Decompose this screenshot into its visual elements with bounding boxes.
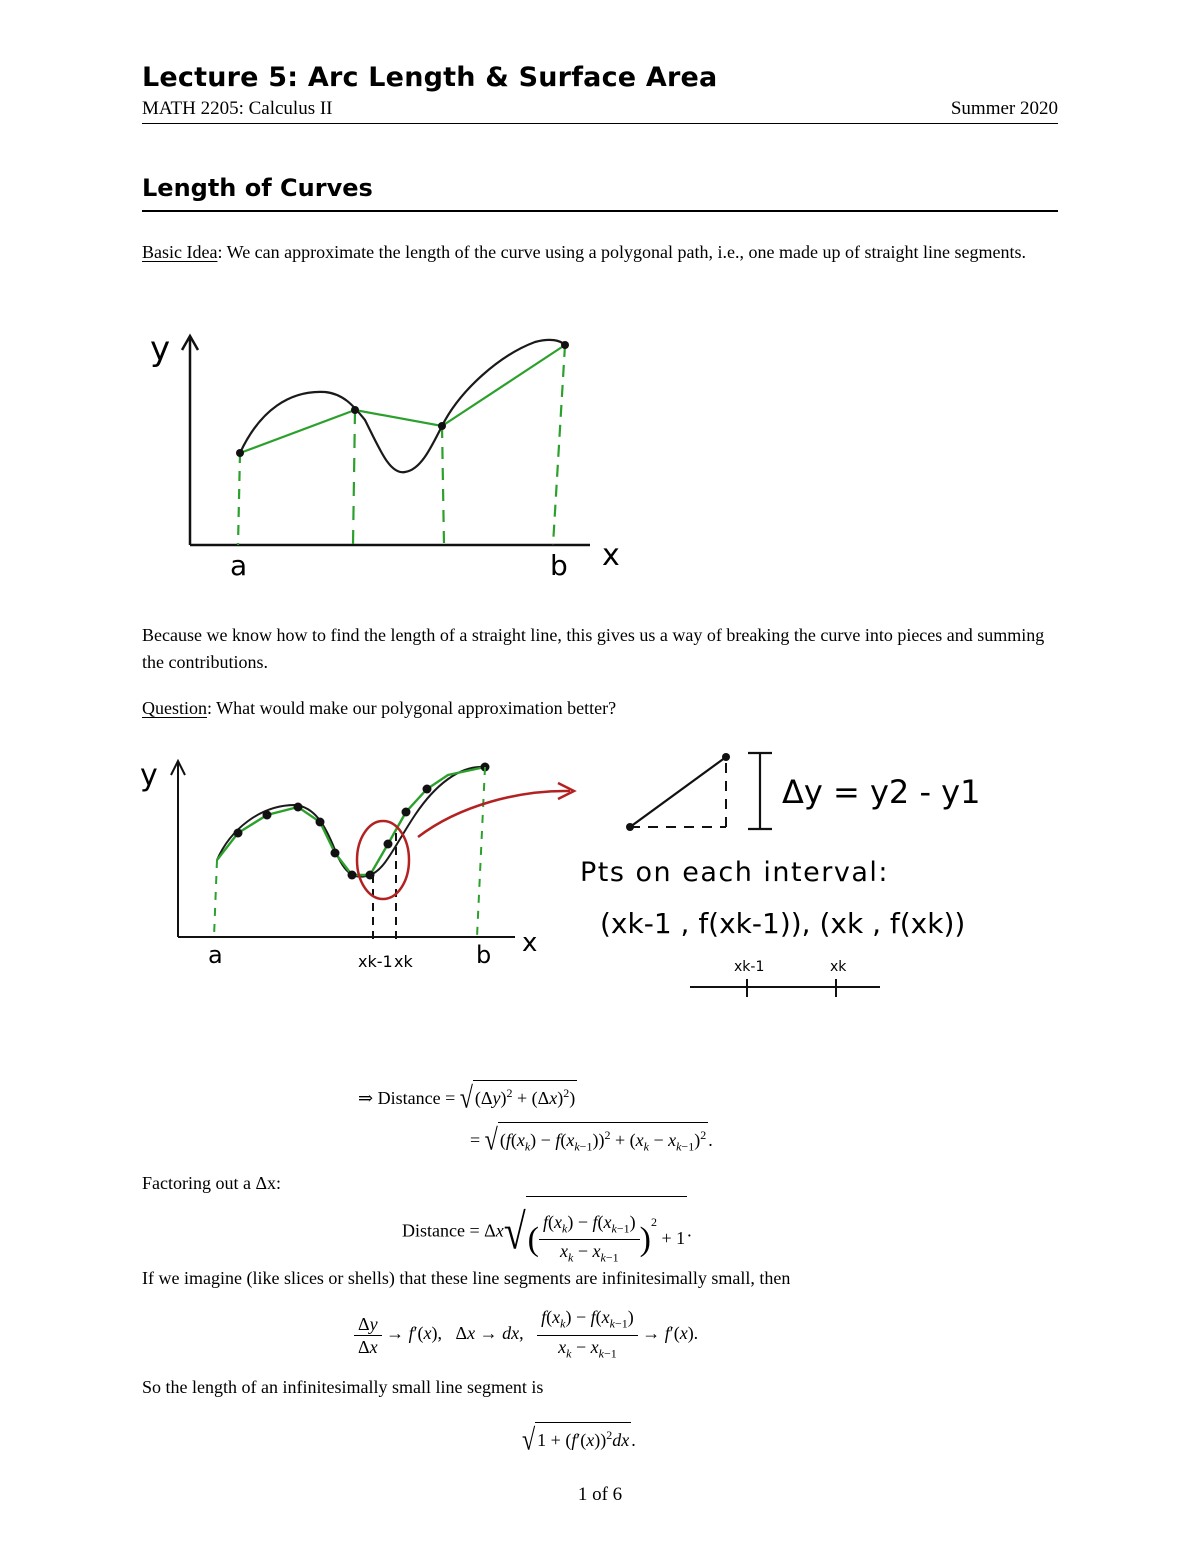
basic-idea-text: : We can approximate the length of the curve using a polygonal path, i.e., one made up of straight line segments. (217, 242, 1026, 262)
y-axis-label: y (140, 758, 158, 793)
point (561, 341, 569, 349)
dashed-line-2 (353, 410, 355, 545)
distance-word-2: Distance (402, 1220, 465, 1241)
b-label: b (476, 941, 492, 969)
x-axis-label: x (522, 928, 538, 958)
point (351, 406, 359, 414)
curve (240, 340, 565, 472)
because-paragraph: Because we know how to find the length of a straight line, this gives us a way of breaking the curve into pieces and summing the contributions. (142, 625, 1045, 672)
highlight-arrow (418, 791, 570, 837)
xk-label: xk (394, 952, 413, 971)
course-name: MATH 2205: Calculus II (142, 98, 333, 119)
number-line-xk: xk (830, 959, 847, 975)
point (236, 449, 244, 457)
pts-label: Pts on each interval: (580, 857, 889, 888)
section-rule (142, 210, 1058, 212)
dashed-line-3 (442, 426, 444, 545)
distance-equation-1: ⇒ Distance = √ $(\Delta y)^2 + (\Delta x)^2$) (358, 1080, 577, 1113)
limits-equation: $\frac{\Delta y}{\Delta x}$ → f′(x), Δx → dx, $\frac{f(x_k) - f(x_{k-1})}{x_k - x_{k-1}}$ → f′(x). (354, 1306, 698, 1364)
y-axis-label: y (150, 329, 171, 369)
dashed-line-b (477, 767, 485, 937)
question-text: : What would make our polygonal approximation better? (207, 698, 617, 718)
xk1-label: xk-1 (358, 952, 393, 971)
b-label: b (550, 549, 568, 582)
pts-formula: (xk-1 , f(xk-1)), (xk , f(xk)) (600, 907, 966, 940)
triangle-hypotenuse (630, 757, 726, 827)
question-paragraph (142, 695, 1058, 722)
point (438, 422, 446, 430)
number-line-xk1: xk-1 (734, 959, 765, 975)
distance-equation-3: Distance = Δx√( $\frac{f(x_k) - f(x_{k-1})}{x_k - x_{k-1}}$ )$^2$ + 1 . (402, 1196, 692, 1269)
page-number: 1 of 6 (577, 1484, 623, 1505)
dashed-line-a (214, 860, 217, 937)
highlight-circle (357, 821, 409, 899)
factoring-text: Factoring out a Δx: (142, 1173, 282, 1193)
a-label: a (230, 549, 248, 582)
question-label: Question (142, 698, 207, 718)
distance-word: Distance (377, 1088, 441, 1108)
dashed-line-a (238, 453, 240, 545)
x-axis-label: x (602, 538, 620, 573)
term: Summer 2020 (950, 98, 1058, 119)
header-rule (142, 123, 1058, 124)
dashed-line-b (553, 345, 565, 545)
basic-idea-label: Basic Idea (142, 242, 218, 262)
point (722, 753, 730, 761)
arc-element-equation: √ $1 + (f'(x))^2dx$ . (522, 1422, 636, 1455)
figure-refined-approximation (130, 745, 990, 1005)
point (626, 823, 634, 831)
imagine-text: If we imagine (like slices or shells) that these line segments are infinitesimally small, then (142, 1268, 791, 1288)
section-heading: Length of Curves (142, 174, 373, 202)
figure-polygonal-approximation (140, 320, 660, 590)
basic-idea-paragraph (142, 239, 1058, 266)
a-label: a (208, 941, 223, 969)
so-text: So the length of an infinitesimally small line segment is (142, 1377, 544, 1397)
distance-equation-2: = √ $(f(x_k) - f(x_{k-1}))^2 + (x_k - x_{k-1})^2$ . (470, 1122, 713, 1159)
delta-y-label: Δy = y2 - y1 (782, 773, 981, 811)
sample-points (234, 763, 490, 880)
lecture-title: Lecture 5: Arc Length & Surface Area (142, 62, 718, 93)
